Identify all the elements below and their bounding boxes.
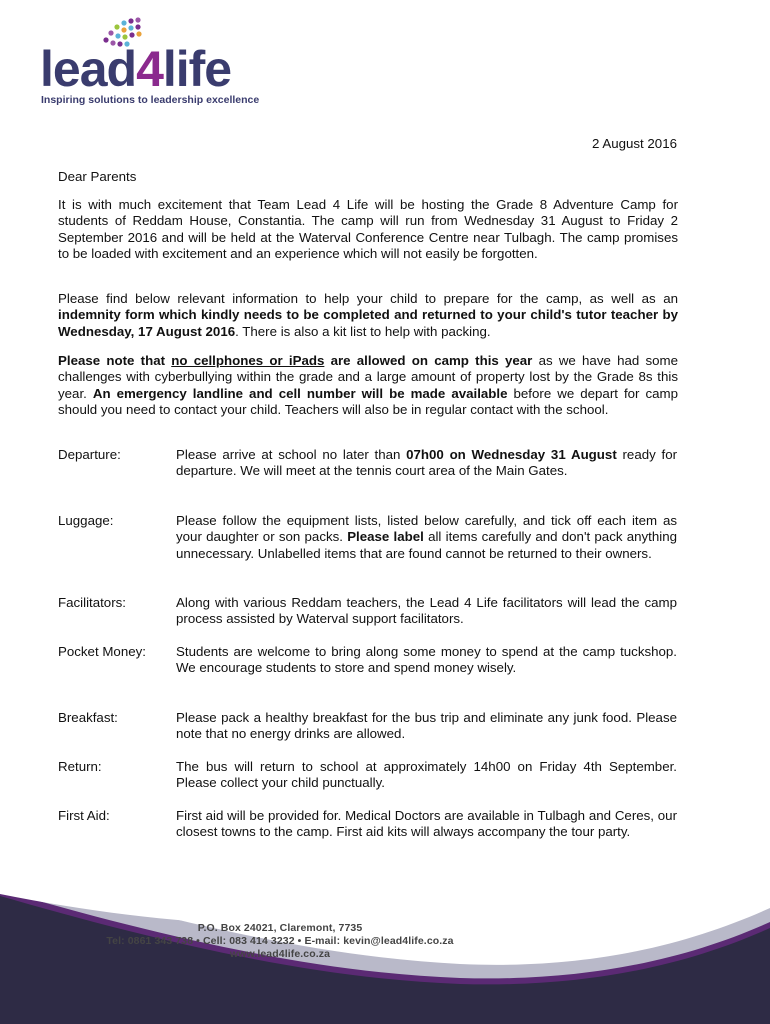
no-devices-notice: no cellphones or iPads	[171, 353, 325, 368]
text-span: before we depart for camp should you need to contact your child. Teachers will also be in regular contact with the school.	[58, 385, 678, 418]
section-text: Students are welcome to bring along some money to spend at the camp tuckshop. We encourage students to store and spend money wisely.	[176, 644, 677, 676]
letter-date: 2 August 2016	[591, 136, 677, 151]
section-label: Facilitators:	[58, 595, 126, 610]
section-label: Departure:	[58, 447, 121, 462]
section-label: Breakfast:	[58, 710, 118, 725]
section-label: First Aid:	[58, 808, 110, 823]
text-span: as we have had some challenges with cyberbullying within the grade and a large amount of property lost by the Grade 8s this year.	[58, 353, 679, 401]
phones-paragraph	[58, 353, 678, 419]
info-paragraph	[58, 291, 678, 340]
text-span: Please find below relevant information to help your child to prepare for the camp, as well as an	[58, 291, 678, 306]
section-text: The bus will return to school at approximately 14h00 on Friday 4th September. Please collect your child punctually.	[176, 759, 677, 791]
text-span: . There is also a kit list to help with packing.	[235, 323, 491, 339]
logo-tagline: Inspiring solutions to leadership excellence	[41, 94, 260, 106]
text-span: are allowed on camp this year	[324, 353, 533, 368]
section-label: Return:	[58, 759, 102, 774]
letterhead-footer	[0, 860, 770, 1024]
section-text: Please pack a healthy breakfast for the bus trip and eliminate any junk food. Please note that no energy drinks are allowed.	[176, 710, 677, 742]
intro-paragraph: It is with much excitement that Team Lead 4 Life will be hosting the Grade 8 Adventure Camp for students of Reddam House, Constantia. The camp will run from Wednesday 31 August to Friday 2 September 2016 and will be held at the Waterval Conference Centre near Tulbagh. The camp promises to be loaded with excitement and an experience which will not easily be forgotten.	[58, 197, 678, 262]
section-text: First aid will be provided for. Medical Doctors are available in Tulbagh and Ceres, our closest towns to the camp. First aid kits will always accompany the tour party.	[176, 808, 677, 840]
greeting: Dear Parents	[58, 169, 137, 184]
section-label: Pocket Money:	[58, 644, 146, 659]
emergency-notice: An emergency landline and cell number will be made available	[92, 385, 508, 401]
logo-wordmark: lead4life	[40, 41, 232, 97]
section-text: Please arrive at school no later than 07h00 on Wednesday 31 August ready for departure. We will meet at the tennis court area of the Main Gates.	[176, 447, 678, 479]
section-text: Please follow the equipment lists, listed below carefully, and tick off each item as your daughter or son packs. Please label all items carefully and don't pack anything unnecessary. Unlabelled items that are found cannot be returned to their owners.	[176, 513, 677, 561]
indemnity-notice: indemnity form which kindly needs to be completed and returned to your child's tutor teacher by Wednesday, 17 August 2016	[58, 307, 678, 339]
section-label: Luggage:	[58, 513, 114, 528]
text-span: Please note that	[58, 353, 172, 368]
footer-website: www.lead4life.co.za	[229, 948, 331, 960]
footer-contact: Tel: 0861 343 738 • Cell: 083 414 3232 • E-mail: kevin@lead4life.co.za	[106, 935, 454, 947]
lead4life-logo	[40, 14, 290, 109]
section-text: Along with various Reddam teachers, the Lead 4 Life facilitators will lead the camp process assisted by Waterval support facilitators.	[176, 595, 677, 627]
footer-address: P.O. Box 24021, Claremont, 7735	[197, 922, 363, 934]
